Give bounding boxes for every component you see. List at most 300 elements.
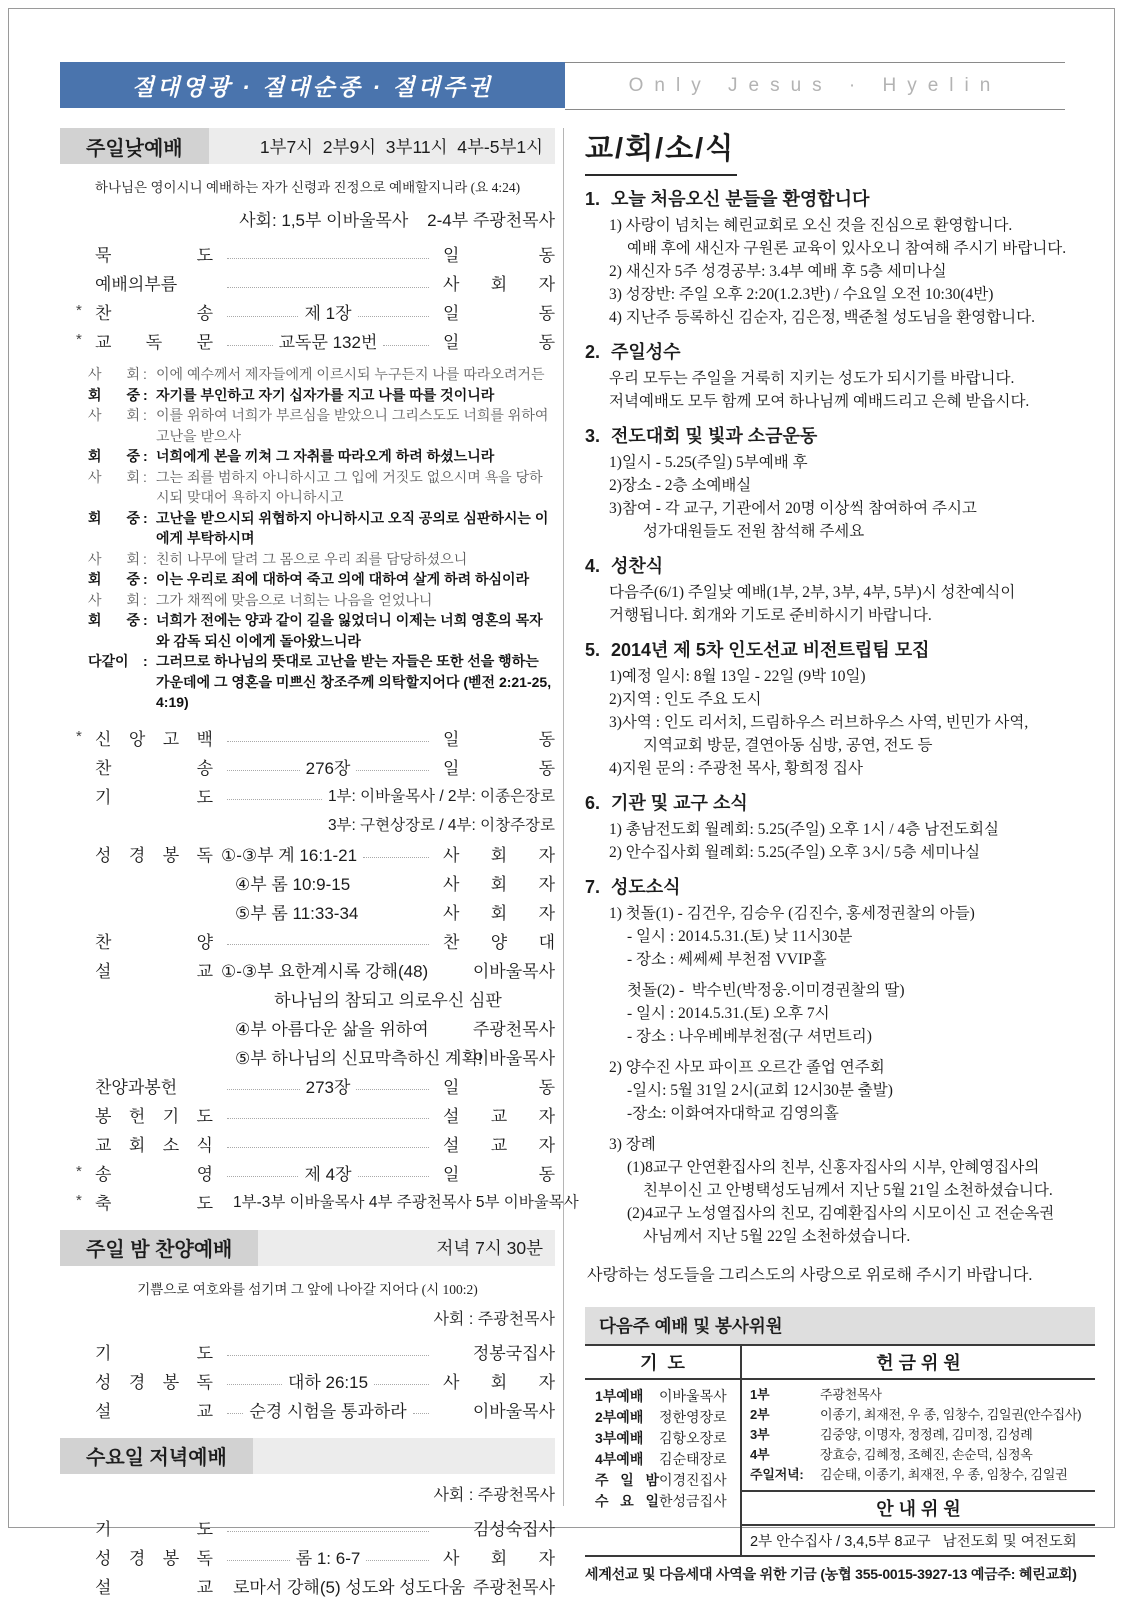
label-char: 대 — [538, 932, 555, 952]
news-item-number: 3. — [585, 426, 601, 446]
label-char: 축 — [95, 1193, 112, 1213]
offering-rows — [742, 1380, 1095, 1488]
worship-row-content: 롬 1: 6-7 — [295, 1548, 361, 1568]
label-char: 회 — [88, 386, 102, 403]
star-mark: * — [76, 331, 82, 348]
offering-service-label: 4부 — [750, 1447, 770, 1462]
section-bar-sunday-day — [60, 128, 555, 164]
worship-row — [60, 1395, 555, 1424]
sunday-night-order — [60, 1337, 555, 1424]
committee-grid — [585, 1344, 1095, 1557]
news-item — [585, 554, 1095, 627]
worship-row-content: ④부 롬 10:9-15 — [235, 874, 351, 894]
worship-row — [60, 926, 555, 955]
dotted-leader — [356, 1080, 429, 1090]
worship-row-content: 순경 시험을 통과하라 — [249, 1401, 407, 1421]
label-char: 고 — [162, 729, 180, 749]
label-char: 동 — [538, 758, 555, 778]
section-title-sunday-day: 주일낮예배 — [60, 128, 209, 164]
news-column — [585, 126, 1095, 1584]
dotted-leader — [227, 278, 429, 288]
section-bar-sunday-night — [60, 1230, 555, 1266]
star-mark: * — [76, 1191, 82, 1209]
label-char: 신 — [95, 729, 112, 749]
label-char: 교 — [196, 1401, 213, 1421]
reading-line — [88, 549, 555, 570]
reading-text: : 이에 예수께서 제자들에게 이르시되 누구든지 나를 따라오려거든 — [140, 364, 555, 385]
news-line: 친부이신 고 안병택성도님께서 지난 5월 21일 소천하셨습니다. — [643, 1182, 1053, 1199]
label-char: 봉 — [162, 1372, 180, 1392]
news-line: 3)사역 : 인도 리서치, 드림하우스 러브하우스 사역, 빈민가 사역, — [609, 714, 1029, 731]
news-line: 1)예정 일시: 8월 13일 - 22일 (9박 10일) — [609, 668, 866, 685]
worship-row-mid — [213, 986, 555, 1011]
worship-participant — [443, 928, 555, 953]
offering-row — [750, 1465, 1091, 1485]
worship-row — [60, 1158, 555, 1187]
offering-service-label: 2부 — [750, 1407, 770, 1422]
news-item-lines — [585, 665, 1095, 780]
label-char: 사 — [88, 366, 102, 382]
worship-row-mid — [213, 1138, 443, 1148]
worship-participant — [443, 1368, 555, 1393]
prayer-person-name: 이경진집사 — [659, 1472, 727, 1488]
worship-participant: 주광천목사 — [472, 1577, 555, 1597]
label-char: 회 — [126, 550, 140, 567]
dotted-leader — [227, 1167, 298, 1177]
news-item-number: 6. — [585, 793, 601, 813]
news-line: 성가대원들도 전원 참석해 주세요 — [643, 523, 865, 540]
news-item-title: 기관 및 교구 소식 — [611, 793, 748, 813]
label-char: 자 — [538, 845, 555, 865]
worship-participant — [443, 841, 555, 866]
sunday-night-moderator: 사회 : 주광천목사 — [433, 1310, 555, 1328]
label-char: 회 — [490, 903, 508, 923]
worship-row-mid — [213, 1044, 483, 1069]
worship-row — [60, 1571, 555, 1600]
worship-row-mid — [213, 899, 443, 924]
prayer-person-name: 김항오장로 — [659, 1430, 727, 1446]
news-line: -장소: 이화여자대학교 김영의홀 — [627, 1105, 839, 1122]
dotted-leader — [227, 761, 300, 771]
offering-names: 장효승, 김혜정, 조혜진, 손순덕, 심정옥 — [820, 1447, 1033, 1462]
worship-row-mid — [213, 278, 443, 288]
label-char: 동 — [538, 1164, 555, 1184]
label-char: 중 — [126, 571, 140, 587]
label-char: 교 — [490, 1106, 508, 1126]
worship-row-mid — [213, 732, 443, 742]
worship-participant: 이바울목사 — [472, 1401, 555, 1421]
worship-row — [60, 1100, 555, 1129]
reading-text: : 너희가 전에는 양과 같이 길을 잃었더니 이제는 너희 영혼의 목자와 감독 되신 이에게 돌아왔느니라 — [140, 610, 555, 651]
usher-header: 안 내 위 원 — [742, 1490, 1095, 1526]
label-char: 일 — [645, 1493, 659, 1509]
worship-item-label — [95, 1573, 213, 1598]
label-char: 교 — [95, 1135, 112, 1155]
news-item-head — [585, 424, 1095, 448]
reading-line — [88, 610, 555, 651]
star-mark: * — [76, 727, 82, 745]
label-char: 요 — [620, 1493, 634, 1509]
dotted-leader — [356, 761, 429, 771]
worship-participant — [443, 328, 555, 353]
news-line: 3) 장례 — [609, 1136, 656, 1153]
worship-row-content: 하나님의 참되고 의로우신 심판 — [274, 990, 502, 1010]
label-char: 사 — [443, 903, 460, 923]
prayer-header: 기 도 — [585, 1346, 740, 1380]
news-line: 다음주(6/1) 주일낮 예배(1부, 2부, 3부, 4부, 5부)시 성찬예식이 — [609, 584, 1016, 601]
offering-row — [750, 1405, 1091, 1425]
worship-row-mid — [213, 870, 443, 895]
worship-participant — [443, 1102, 555, 1127]
label-char: 일 — [443, 246, 460, 265]
wednesday-order — [60, 1513, 555, 1600]
label-char: 독 — [196, 1372, 213, 1392]
dotted-leader — [358, 1167, 429, 1177]
news-item-lines — [585, 214, 1095, 329]
label-char: 자 — [538, 874, 555, 894]
reading-text: : 이를 위하여 너희가 부르심을 받았으니 그리스도도 너희를 위하여 고난을 받으사 — [140, 405, 555, 446]
label-char: 중 — [126, 612, 140, 628]
label-char: 독 — [145, 333, 163, 352]
label-char: 성 — [95, 845, 112, 865]
worship-row-mid — [213, 1573, 466, 1598]
label-char: 동 — [538, 729, 555, 749]
label-char: 교 — [95, 333, 112, 352]
worship-item-label — [95, 1160, 213, 1185]
label-char: 사 — [88, 407, 102, 423]
prayer-person-name: 정한영장로 — [659, 1409, 727, 1425]
sunday-night-verse: 기쁨으로 여호와를 섬기며 그 앞에 나아갈 지어다 (시 100:2) — [137, 1281, 478, 1297]
news-line: 사님께서 지난 5월 22일 소천하셨습니다. — [643, 1228, 911, 1245]
news-line: 1)일시 - 5.25(주일) 5부예배 후 — [609, 454, 808, 471]
prayer-row — [595, 1491, 734, 1512]
news-line: 1) 사랑이 넘치는 혜린교회로 오신 것을 진심으로 환영합니다. — [609, 217, 1013, 234]
news-item-head — [585, 554, 1095, 578]
worship-row — [60, 868, 555, 897]
dotted-leader — [227, 1551, 290, 1561]
sunday-day-moderators: 사회: 1,5부 이바울목사 2-4부 주광천목사 — [239, 211, 555, 230]
news-line: 2) 안수집사회 월례회: 5.25(주일) 오후 3시/ 5층 세미나실 — [609, 844, 981, 861]
label-char: 도 — [196, 1193, 213, 1213]
news-line: 예배 후에 새신자 구원론 교육이 있사오니 참여해 주시기 바랍니다. — [627, 240, 1067, 257]
worship-row-content: ⑤부 롬 11:33-34 — [235, 903, 359, 923]
reading-text: : 너희에게 본을 끼쳐 그 자취를 따라오게 하려 하셨느니라 — [140, 446, 555, 467]
worship-item-label — [95, 1131, 213, 1156]
dotted-leader — [227, 790, 322, 800]
worship-row — [60, 1513, 555, 1542]
worship-row-mid — [213, 1346, 443, 1356]
label-char: 사 — [88, 550, 102, 567]
worship-row-mid — [213, 1109, 443, 1119]
news-line: - 장소 : 쎄쎄쎄 부천점 VVIP홀 — [627, 951, 827, 968]
news-item-title: 전도대회 및 빛과 소금운동 — [611, 426, 818, 446]
news-item-number: 5. — [585, 640, 601, 660]
worship-row-content: ①-③부 계 16:1-21 — [221, 845, 358, 865]
worship-row-mid — [213, 841, 443, 866]
label-char: 성 — [95, 1372, 112, 1392]
worship-row — [60, 897, 555, 926]
label-char: 사 — [443, 874, 460, 894]
worship-participant — [443, 754, 555, 779]
offering-names: 주광천목사 — [820, 1387, 882, 1402]
label-char: 찬 — [95, 758, 112, 778]
label-char: 중 — [126, 386, 140, 403]
label-char: 기 — [95, 1343, 112, 1363]
label-char: 독 — [196, 1548, 213, 1568]
dotted-leader — [227, 1404, 243, 1414]
worship-row-mid — [213, 813, 555, 835]
label-char: 동 — [538, 333, 555, 352]
news-item-head — [585, 875, 1095, 899]
worship-participant: 정봉국집사 — [472, 1343, 555, 1363]
news-line: 거행됩니다. 회개와 기도로 준비하시기 바랍니다. — [609, 607, 932, 624]
worship-participant — [443, 725, 555, 750]
label-char: 송 — [95, 1164, 112, 1184]
worship-participant — [443, 1131, 555, 1156]
label-char: 회 — [126, 407, 140, 423]
label-char: 자 — [538, 903, 555, 923]
worship-row-mid — [213, 1368, 443, 1393]
prayer-person-name: 한성금집사 — [659, 1493, 727, 1509]
offering-row — [750, 1425, 1091, 1445]
worship-item-label — [95, 957, 213, 982]
label-char: 회 — [88, 509, 102, 526]
reading-text: : 이는 우리로 죄에 대하여 죽고 의에 대하여 살게 하려 하심이라 — [140, 569, 555, 590]
news-line: (1)8교구 안연환집사의 친부, 신홍자집사의 시부, 안혜영집사의 — [627, 1159, 1040, 1176]
label-char: 교 — [196, 1577, 213, 1597]
prayer-row — [595, 1386, 734, 1407]
worship-participant — [443, 1160, 555, 1185]
sunday-night-time: 저녁 7시 30분 — [436, 1238, 543, 1258]
label-char: 헌 — [128, 1106, 146, 1126]
worship-item-label — [95, 928, 213, 953]
dotted-leader — [227, 1080, 300, 1090]
news-line: - 일시 : 2014.5.31.(토) 낮 11시30분 — [627, 928, 853, 945]
label-char: 찬 — [443, 932, 460, 952]
prayer-service-label — [595, 1491, 659, 1512]
worship-row — [60, 326, 555, 355]
news-item-title: 성도소식 — [611, 877, 681, 897]
label-char: 자 — [538, 1372, 555, 1392]
worship-item-label — [95, 1397, 213, 1422]
worship-row-mid — [213, 957, 443, 982]
dotted-leader — [363, 848, 429, 858]
worship-participant — [443, 270, 555, 295]
label-char: 찬 — [95, 304, 112, 323]
label-char: 회 — [490, 845, 508, 865]
label-char: 기 — [162, 1106, 180, 1126]
worship-row — [60, 1187, 579, 1216]
news-items — [585, 187, 1095, 1248]
reading-speaker — [88, 364, 140, 385]
label-char: 설 — [443, 1135, 460, 1155]
worship-row-content: 1부-3부 이바울목사 4부 주광천목사 5부 이바울목사 — [233, 1194, 579, 1211]
dotted-leader — [383, 336, 429, 346]
news-line: 3)참여 - 각 교구, 기관에서 20명 이상씩 참여하여 주시고 — [609, 500, 977, 517]
label-char: 설 — [443, 1106, 460, 1126]
worship-row-mid — [213, 1190, 579, 1212]
worship-item-label — [95, 1368, 213, 1393]
news-line: 첫돌(2) - 박수빈(박정웅.이미경권찰의 딸) — [627, 982, 905, 999]
label-char: 설 — [95, 1577, 112, 1597]
news-line: -일시: 5월 31일 2시(교회 12시30분 출발) — [627, 1082, 893, 1099]
worship-row-content: 제 4장 — [304, 1164, 352, 1184]
label-char: 식 — [196, 1135, 213, 1155]
worship-row-mid — [213, 1522, 443, 1532]
header-tagline: Only Jesus · Hyelin — [565, 62, 1065, 110]
reading-line — [88, 405, 555, 446]
label-char: 회 — [126, 468, 140, 485]
worship-row-content: ①-③부 요한계시록 강해(48) — [221, 961, 429, 981]
label-char: 교 — [196, 961, 213, 981]
label-char: 경 — [128, 845, 146, 865]
worship-item-label — [95, 328, 213, 353]
news-item-lines — [585, 367, 1095, 413]
worship-order-column — [60, 128, 579, 1600]
worship-item-label — [95, 299, 213, 324]
label-char: 양 — [490, 932, 508, 952]
label-char: 사 — [443, 845, 460, 865]
news-item-lines — [585, 818, 1095, 864]
worship-item-label — [95, 1189, 213, 1214]
news-line: 우리 모두는 주일을 거룩히 지키는 성도가 되시기를 바랍니다. — [609, 370, 1015, 387]
news-item-lines — [585, 451, 1095, 543]
worship-row-content: 276장 — [305, 758, 351, 778]
reading-line — [88, 364, 555, 385]
dotted-leader — [227, 935, 429, 945]
label-char: 묵 — [95, 246, 112, 265]
news-item-head — [585, 187, 1095, 211]
dotted-leader — [227, 1522, 429, 1532]
news-item — [585, 638, 1095, 780]
worship-row — [60, 723, 555, 752]
sunday-day-service-times: 1부7시 2부9시 3부11시 4부-5부1시 — [259, 136, 543, 157]
label-char: 앙 — [128, 729, 146, 749]
worship-row — [60, 239, 555, 268]
label-char: 주 — [595, 1472, 609, 1488]
label-char: 성 — [95, 1548, 112, 1568]
worship-participant: 김성숙집사 — [472, 1519, 555, 1539]
sunday-day-order-part1 — [60, 239, 555, 355]
worship-row-mid — [213, 299, 443, 324]
label-char: 일 — [443, 729, 460, 749]
reading-speaker — [88, 508, 140, 549]
reading-speaker — [88, 467, 140, 508]
dotted-leader — [413, 1404, 429, 1414]
worship-row-mid — [213, 1015, 443, 1040]
label-char: 봉 — [95, 1106, 112, 1126]
reading-text: : 그는 죄를 범하지 아니하시고 그 입에 거짓도 없으시며 욕을 당하시되 맞대어 욕하지 아니하시고 — [140, 467, 555, 508]
reading-text: : 그러므로 하나님의 뜻대로 고난을 받는 자들은 또한 선을 행하는 가운데에 그 영혼을 미쁘신 창조주께 의탁할지어다 (벧전 2:21-25, 4:19) — [140, 651, 555, 713]
label-char: 사 — [443, 275, 460, 294]
dotted-leader — [227, 307, 298, 317]
label-char: 중 — [126, 509, 140, 526]
worship-row — [60, 984, 555, 1013]
reading-line — [88, 569, 555, 590]
prayer-column — [585, 1346, 742, 1555]
dotted-leader — [358, 307, 429, 317]
worship-participant — [443, 241, 555, 266]
label-char: 회 — [128, 1135, 146, 1155]
label-char: 회 — [490, 1548, 508, 1568]
worship-item-label: 찬양과봉헌 — [95, 1077, 178, 1097]
prayer-row — [595, 1407, 734, 1428]
star-mark: * — [76, 302, 82, 319]
responsive-reading — [88, 364, 555, 713]
reading-text: : 고난을 받으시되 위협하지 아니하시고 오직 공의로 심판하시는 이에게 부탁하시며 — [140, 508, 555, 549]
news-item — [585, 875, 1095, 1248]
news-line: 2) 양수진 사모 파이프 오르간 졸업 연주회 — [609, 1059, 885, 1076]
worship-item-label — [95, 1339, 213, 1364]
news-line: 4) 지난주 등록하신 김순자, 김은정, 백준철 성도님을 환영합니다. — [609, 309, 1035, 326]
label-char: 회 — [88, 448, 102, 464]
worship-row — [60, 810, 555, 839]
label-char: 경 — [128, 1548, 146, 1568]
worship-participant: 이바울목사 — [472, 1048, 555, 1068]
dotted-leader — [227, 732, 429, 742]
label-char: 회 — [490, 275, 508, 294]
label-char: 도 — [196, 1519, 213, 1539]
worship-row-content: 교독문 132번 — [278, 333, 378, 352]
label-char: 문 — [196, 333, 213, 352]
prayer-person-name: 김순태장로 — [659, 1451, 727, 1467]
offering-row — [750, 1445, 1091, 1465]
committee-table — [585, 1307, 1095, 1584]
label-char: 양 — [196, 932, 213, 952]
news-item — [585, 424, 1095, 543]
reading-speaker — [88, 385, 140, 406]
reading-speaker — [88, 405, 140, 446]
news-title: 교/회/소/식 — [585, 126, 737, 176]
worship-row-mid — [213, 1544, 443, 1569]
wednesday-bar-right — [253, 1438, 555, 1474]
prayer-rows — [585, 1380, 740, 1516]
label-char: 사 — [88, 468, 102, 485]
offering-service-label: 1부 — [750, 1387, 770, 1402]
worship-participant — [443, 1544, 555, 1569]
label-char: 일 — [443, 758, 460, 778]
label-char: 동 — [538, 304, 555, 323]
worship-row-mid — [213, 754, 443, 779]
star-mark: * — [76, 1162, 82, 1180]
worship-row-mid — [213, 1073, 443, 1098]
offering-column — [742, 1346, 1095, 1555]
news-line: 2)장소 - 2층 소예배실 — [609, 477, 752, 494]
reading-speaker — [88, 610, 140, 651]
sunday-day-verse: 하나님은 영이시니 예배하는 자가 신령과 진정으로 예배할지니라 (요 4:24) — [94, 180, 521, 195]
news-item-lines — [585, 902, 1095, 1248]
label-char: 독 — [196, 845, 213, 865]
prayer-service-label: 2부예배 — [595, 1409, 644, 1425]
label-char: 송 — [196, 758, 213, 778]
news-item-lines — [585, 581, 1095, 627]
news-line: 저녁예배도 모두 함께 모여 하나님께 예배드리고 은혜 받읍시다. — [609, 393, 1030, 410]
label-char: 기 — [95, 1519, 112, 1539]
worship-row — [60, 268, 555, 297]
news-item-head — [585, 638, 1095, 662]
news-line: 3) 성장반: 주일 오후 2:20(1.2.3반) / 수요일 오전 10:30(4반) — [609, 286, 994, 303]
reading-line — [88, 508, 555, 549]
label-char: 동 — [538, 246, 555, 265]
worship-row-mid — [213, 784, 555, 806]
news-closing-line: 사랑하는 성도들을 그리스도의 사랑으로 위로해 주시기 바랍니다. — [587, 1267, 1033, 1284]
worship-item-label — [95, 754, 213, 779]
reading-speaker — [88, 446, 140, 467]
offering-service-label: 주일저녁: — [750, 1467, 804, 1482]
worship-row — [60, 1071, 555, 1100]
label-char: 소 — [162, 1135, 180, 1155]
worship-row — [60, 839, 555, 868]
